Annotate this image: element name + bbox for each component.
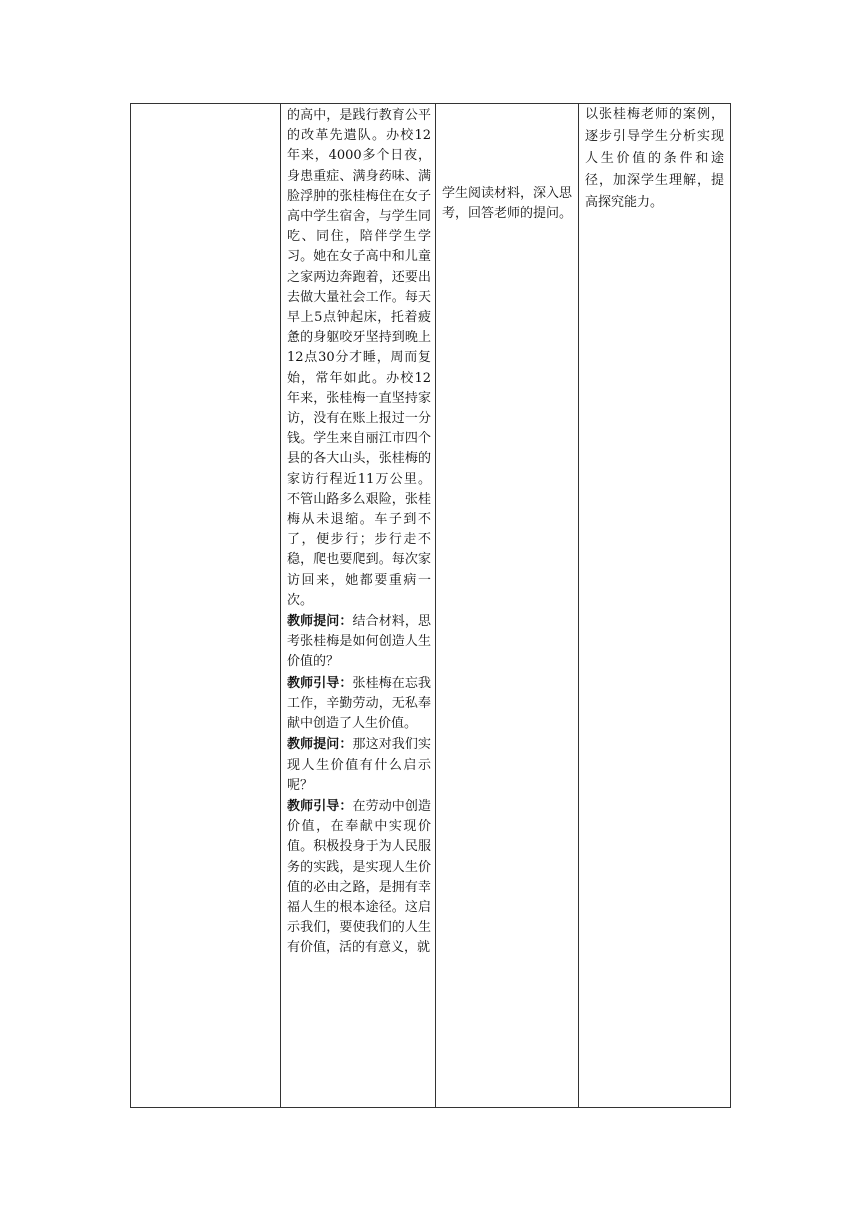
- material-paragraph: 的高中，是践行教育公平的改革先遣队。办校12年来，4000多个日夜，身患重症、满身药味、满脸浮肿的张桂梅住在女子高中学生宿舍，与学生同吃、同住，陪伴学生学习。她在女子高中和儿童之家两边奔跑着，还要出去做大量社会工作。每天早上5点钟起床，托着疲惫的身躯咬牙坚持到晚上12点30分才睡，周而复始，常年如此。办校12年来，张桂梅一直坚持家访，没有在账上报过一分钱。学生来自丽江市四个县的各大山头，张桂梅的家访行程近11万公里。不管山路多么艰险，张桂梅从未退缩。车子到不了，便步行；步行走不稳，爬也要爬到。每次家访回来，她都要重病一次。: [287, 108, 431, 608]
- question-text: 结合材料，思考张桂梅是如何创造人生价值的？: [287, 614, 431, 670]
- question-label: 教师提问：: [287, 737, 353, 753]
- design-intent-cell: [579, 104, 731, 1108]
- student-activity-text: 学生阅读材料，深入思考，回答老师的提问。: [442, 186, 573, 221]
- guidance-text: 在劳动中创造价值，在奉献中实现价值。积极投身于为人民服务的实践，是实现人生价值的必由之路，是拥有幸福人生的根本途径。这启示我们，要使我们的人生有价值，活的有意义，就: [287, 798, 431, 956]
- question-text: 那这对我们实现人生价值有什么启示呢？: [287, 737, 431, 793]
- guidance-label: 教师引导：: [287, 675, 353, 691]
- teaching-stage-cell: [131, 104, 281, 1108]
- question-label: 教师提问：: [287, 614, 353, 630]
- table-row: [131, 104, 731, 1108]
- teacher-activity-cell: [281, 104, 436, 1108]
- teacher-question-1: [287, 612, 431, 673]
- teacher-guidance-1: [287, 674, 431, 735]
- design-intent-text: 以张桂梅老师的案例，逐步引导学生分析实现人生价值的条件和途径，加深学生理解，提高探究能力。: [585, 107, 724, 210]
- student-activity-cell: [436, 104, 579, 1108]
- teacher-guidance-2: [287, 797, 431, 959]
- teacher-question-2: [287, 735, 431, 796]
- guidance-label: 教师引导：: [287, 798, 353, 814]
- lesson-plan-table: [130, 103, 731, 1108]
- guidance-text: 张桂梅在忘我工作，辛勤劳动，无私奉献中创造了人生价值。: [287, 675, 431, 732]
